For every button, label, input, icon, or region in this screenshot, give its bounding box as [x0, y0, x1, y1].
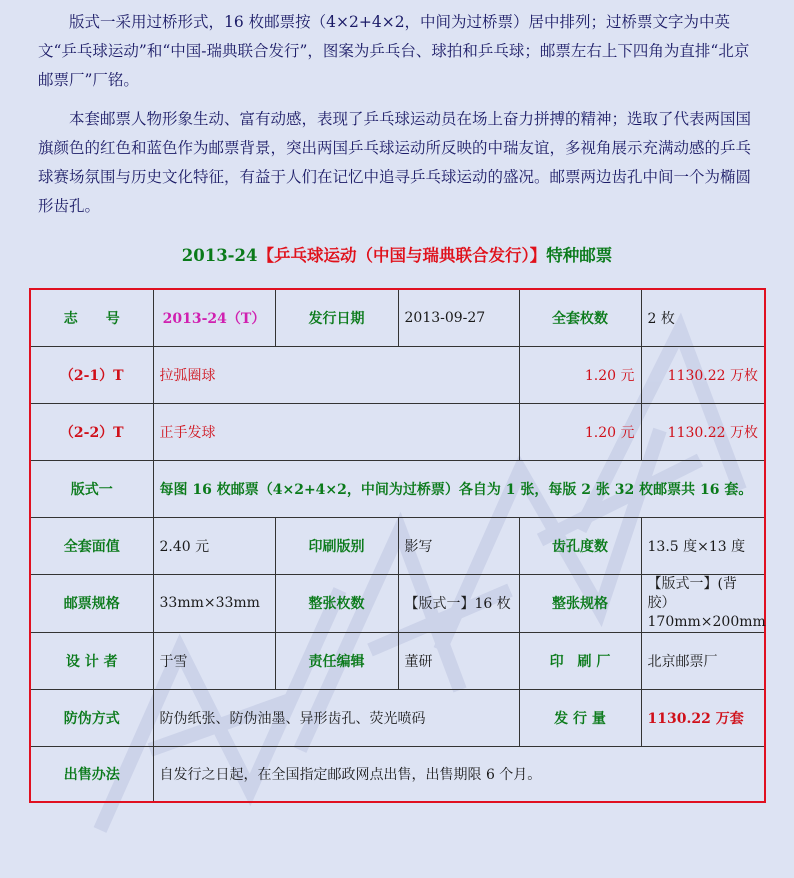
stamp1-issue: 1130.22 万枚	[641, 346, 765, 403]
label-stamp-size: 邮票规格	[30, 574, 153, 632]
label-issue-date: 发行日期	[275, 289, 398, 346]
table-row	[30, 289, 765, 346]
table-row	[30, 574, 765, 632]
page-title	[0, 242, 794, 266]
title-highlight: 【乒乓球运动（中国与瑞典联合发行）】	[257, 246, 547, 265]
sheet-size	[641, 574, 765, 632]
table-row	[30, 403, 765, 460]
label-sale-method: 出售办法	[30, 746, 153, 802]
title-prefix: 2013-24	[181, 246, 258, 265]
label-perforation: 齿孔度数	[519, 517, 641, 574]
label-code: 志 号	[30, 289, 153, 346]
label-sheet-format: 版式一	[30, 460, 153, 517]
stamp1-name: 拉弧圈球	[153, 346, 519, 403]
label-editor: 责任编辑	[275, 632, 398, 689]
designer: 于雪	[153, 632, 275, 689]
sheet-size-line2: 170mm×200mm	[647, 613, 766, 630]
table-row	[30, 460, 765, 517]
table-row	[30, 517, 765, 574]
issue-quantity: 1130.22 万套	[641, 689, 765, 746]
set-count: 2 枚	[641, 289, 765, 346]
table-row	[30, 632, 765, 689]
print-method: 影写	[398, 517, 519, 574]
perforation: 13.5 度×13 度	[641, 517, 765, 574]
intro-paragraph-2: 本套邮票人物形象生动、富有动感，表现了乒乓球运动员在场上奋力拼搏的精神；选取了代表两国国旗颜色的红色和蓝色作为邮票背景，突出两国乒乓球运动所反映的中瑞友谊，多视角展示充满动感的乒乓球赛场氛围与历史文化特征，有益于人们在记忆中追寻乒乓球运动的盛况。邮票两边齿孔中间一个为椭圆形齿孔。	[38, 110, 752, 215]
stamp1-code: （2-1）T	[30, 346, 153, 403]
stamp2-issue: 1130.22 万枚	[641, 403, 765, 460]
issue-date: 2013-09-27	[398, 289, 519, 346]
table-row	[30, 689, 765, 746]
title-suffix: 特种邮票	[546, 246, 613, 265]
label-security: 防伪方式	[30, 689, 153, 746]
printer: 北京邮票厂	[641, 632, 765, 689]
label-print-method: 印刷版别	[275, 517, 398, 574]
stamp-size: 33mm×33mm	[153, 574, 275, 632]
sheet-format-text: 每图 16 枚邮票（4×2+4×2，中间为过桥票）各自为 1 张，每版 2 张 32 枚邮票共 16 套。	[153, 460, 765, 517]
stamp2-name: 正手发球	[153, 403, 519, 460]
editor: 董研	[398, 632, 519, 689]
sale-method: 自发行之日起，在全国指定邮政网点出售，出售期限 6 个月。	[153, 746, 765, 802]
label-sheet-size: 整张规格	[519, 574, 641, 632]
security-methods: 防伪纸张、防伪油墨、异形齿孔、荧光喷码	[153, 689, 519, 746]
label-face-value: 全套面值	[30, 517, 153, 574]
sheet-size-line1: 【版式一】(背胶）	[647, 575, 737, 611]
stamp2-code: （2-2）T	[30, 403, 153, 460]
stamp-code: 2013-24（T）	[153, 289, 275, 346]
label-designer: 设 计 者	[30, 632, 153, 689]
label-quantity: 发 行 量	[519, 689, 641, 746]
intro-paragraph-1: 版式一采用过桥形式，16 枚邮票按（4×2+4×2，中间为过桥票）居中排列；过桥票文字为中英文“乒乓球运动”和“中国-瑞典联合发行”，图案为乒乓台、球拍和乒乓球；邮票左右上下四角为直排“北京邮票厂”厂铭。	[38, 13, 750, 89]
label-sheet-count: 整张枚数	[275, 574, 398, 632]
stamp-info-table	[29, 288, 766, 803]
sheet-count: 【版式一】16 枚	[398, 574, 519, 632]
table-row	[30, 746, 765, 802]
stamp1-value: 1.20 元	[519, 346, 641, 403]
stamp2-value: 1.20 元	[519, 403, 641, 460]
label-printer: 印 刷 厂	[519, 632, 641, 689]
label-set-count: 全套枚数	[519, 289, 641, 346]
face-value: 2.40 元	[153, 517, 275, 574]
table-row	[30, 346, 765, 403]
